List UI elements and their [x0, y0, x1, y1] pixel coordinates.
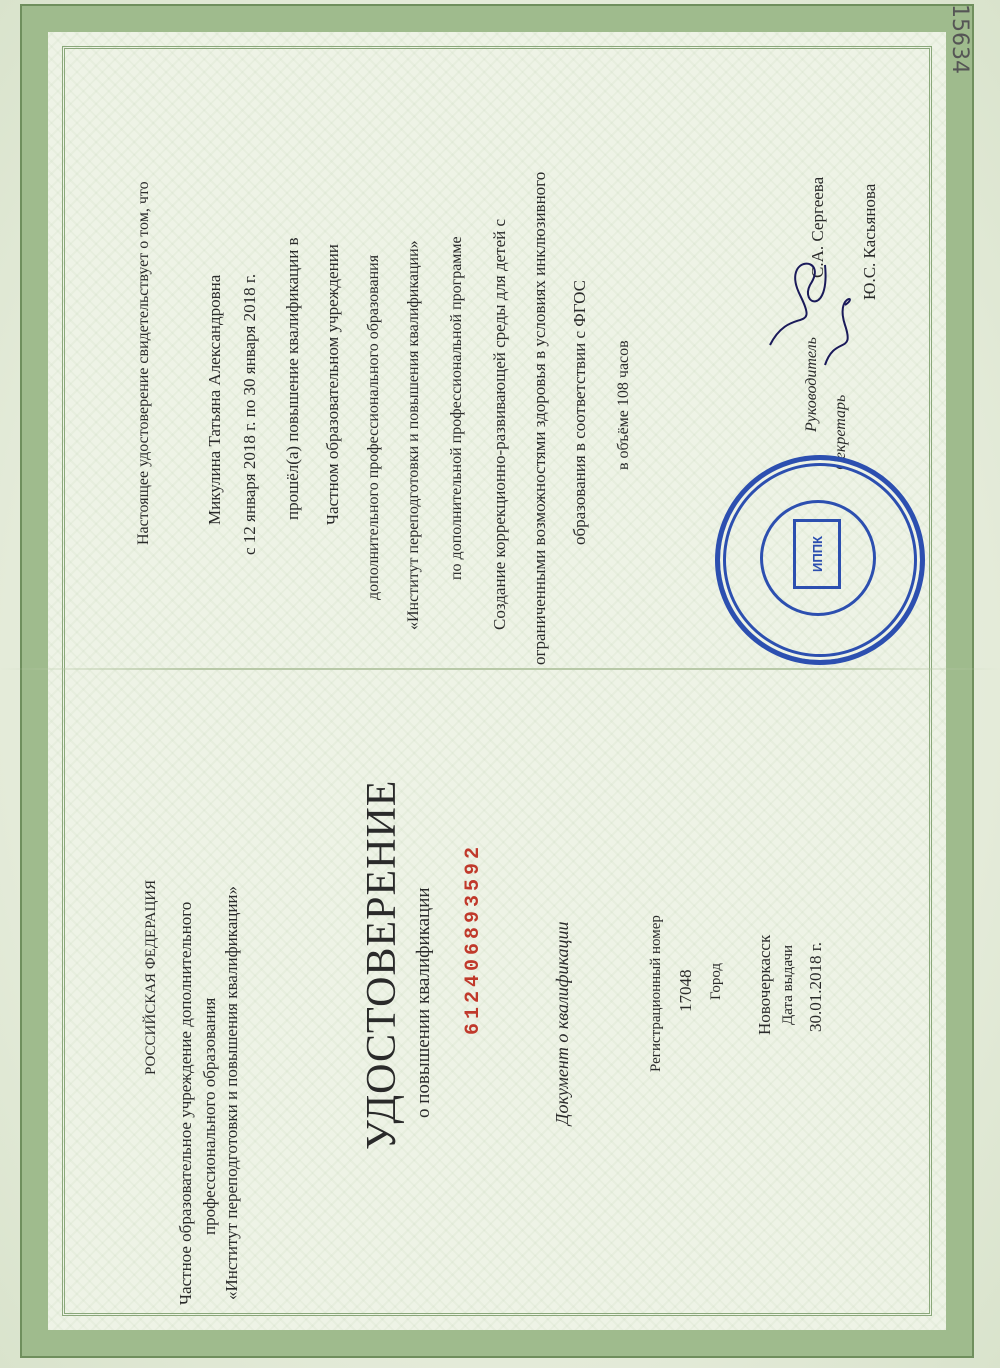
page-fold: [0, 668, 1000, 670]
handwritten-number: 15634: [947, 4, 972, 74]
intro-line: Настоящее удостоверение свидетельствует о том, что: [135, 181, 152, 545]
org-line-2: профессионального образования: [200, 997, 219, 1235]
institution-line-2: дополнительного профессионального образования: [365, 254, 382, 600]
serial-number: 612406893592: [462, 842, 485, 1035]
doc-subtitle: о повышении квалификации: [413, 887, 434, 1118]
doc-type: Документ о квалификации: [552, 921, 572, 1125]
institution-stamp: [715, 455, 925, 665]
country-label: РОССИЙСКАЯ ФЕДЕРАЦИЯ: [143, 879, 159, 1075]
secretary-signature: [815, 285, 865, 375]
head-name: С.А. Сергеева: [808, 176, 827, 278]
program-line-3: образования в соответствии с ФГОС: [570, 280, 589, 545]
city-label: Город: [708, 962, 724, 1000]
head-label: Руководитель: [803, 337, 820, 432]
program-intro: по дополнительной профессиональной программе: [448, 236, 465, 580]
org-line-3: «Институт переподготовки и повышения квалификации»: [222, 885, 241, 1300]
stamp-logo: ИППК: [793, 519, 841, 589]
issue-date-value: 30.01.2018 г.: [806, 941, 825, 1032]
issue-date-label: Дата выдачи: [780, 944, 796, 1025]
secretary-label: Секретарь: [832, 394, 849, 470]
training-period: с 12 января 2018 г. по 30 января 2018 г.: [240, 273, 259, 555]
ornamental-frame: [22, 6, 972, 1356]
institution-line-1: Частном образовательном учреждении: [323, 244, 342, 525]
org-line-1: Частное образовательное учреждение дополнительного: [176, 901, 195, 1305]
institution-line-3: «Институт переподготовки и повышения квалификации»: [405, 240, 422, 630]
reg-number-value: 17048: [676, 969, 695, 1012]
program-line-2: ограниченными возможностями здоровья в условиях инклюзивного: [530, 171, 549, 665]
city-value: Новочеркасск: [755, 934, 774, 1035]
hours-line: в объёме 108 часов: [615, 340, 632, 470]
recipient-name: Микулина Татьяна Александровна: [205, 274, 224, 525]
reg-number-label: Регистрационный номер: [648, 915, 664, 1072]
secretary-name: Ю.С. Касьянова: [860, 183, 879, 300]
doc-title: УДОСТОВЕРЕНИЕ: [359, 779, 405, 1150]
passed-line: прошёл(а) повышение квалификации в: [283, 237, 302, 520]
program-line-1: Создание коррекционно-развивающей среды для детей с: [490, 218, 509, 630]
